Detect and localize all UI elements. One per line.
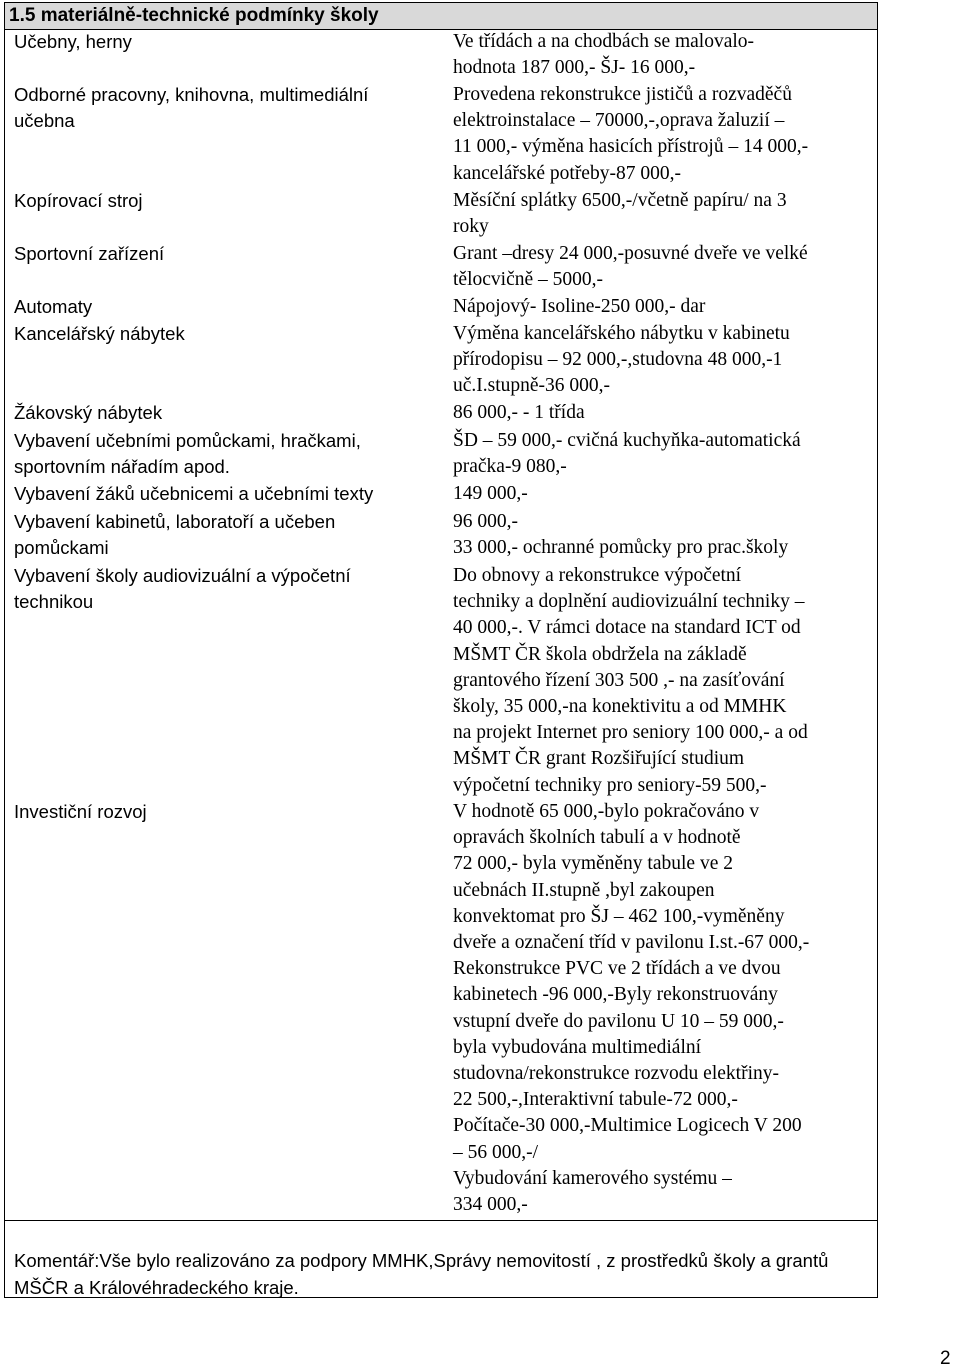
row-value-vybaveni-kabinetu: 96 000,- 33 000,- ochranné pomůcky pro prac.školy (453, 511, 789, 559)
row-label-ucebny: Učebny, herny (14, 31, 132, 52)
row-value-vybaveni-ucebnicemi: 149 000,- (453, 483, 528, 504)
row-label-vybaveni-pomuckami: Vybavení učebními pomůckami, hračkami, sportovním nářadím apod. (14, 430, 361, 478)
comment-text: Komentář:Vše bylo realizováno za podpory MMHK,Správy nemovitostí , z prostředků školy a grantů MŠČR a Královéhradeckého kraje. (14, 1250, 829, 1298)
row-value-vybaveni-pomuckami: ŠD – 59 000,- cvičná kuchyňka-automatická pračka-9 080,- (453, 430, 801, 478)
row-label-odborne-pracovny: Odborné pracovny, knihovna, multimediální učebna (14, 84, 369, 132)
table-bottom-border (5, 1220, 877, 1221)
section-title: 1.5 materiálně-technické podmínky školy (9, 5, 379, 26)
row-value-automaty: Nápojový- Isoline-250 000,- dar (453, 296, 706, 317)
row-label-zakovsky-nabytek: Žákovský nábytek (14, 402, 163, 423)
row-value-sportovni-zarizeni: Grant –dresy 24 000,-posuvné dveře ve velké tělocvičně – 5000,- (453, 243, 808, 291)
row-label-automaty: Automaty (14, 296, 93, 317)
section-header (5, 3, 877, 30)
row-value-ucebny: Ve třídách a na chodbách se malovalo- hodnota 187 000,- ŠJ- 16 000,- (453, 31, 755, 79)
row-value-audiovizualni-technika: Do obnovy a rekonstrukce výpočetní techniky a doplnění audiovizuální techniky – 40 000,-. V rámci dotace na standard ICT od MŠMT ČR škola obdržela na základě grantového řízení 303 500 ,- na zasíťování školy, 35 000,-na konektivitu a od MMHK na projekt Internet pro seniory 100 000,- a od MŠMT ČR grant Rozšiřující studium výpočetní techniky pro seniory-59 500,- (453, 565, 808, 796)
row-value-odborne-pracovny: Provedena rekonstrukce jističů a rozvaděčů elektroinstalace – 70000,-,oprava žaluzií – 11 000,- výměna hasicích přístrojů – 14 000,- kancelářské potřeby-87 000,- (453, 84, 809, 184)
page-number: 2 (940, 1348, 951, 1369)
row-label-audiovizualni-technika: Vybavení školy audiovizuální a výpočetní technikou (14, 565, 351, 613)
row-value-zakovsky-nabytek: 86 000,- - 1 třída (453, 402, 585, 423)
row-value-kancelarsky-nabytek: Výměna kancelářského nábytku v kabinetu přírodopisu – 92 000,-,studovna 48 000,-1 uč.I.stupně-36 000,- (453, 323, 790, 397)
row-value-investicni-rozvoj: V hodnotě 65 000,-bylo pokračováno v opravách školních tabulí a v hodnotě 72 000,- byla vyměněny tabule ve 2 učebnách II.stupně ,byl zakoupen konvektomat pro ŠJ – 462 100,-vyměněny dveře a označení tříd v pavilonu I.st.-67 000,- Rekonstrukce PVC ve 2 třídách a ve dvou kabinetech -96 000,-Byly rekonstruovány vstupní dveře do pavilonu U 10 – 59 000,- byla vybudována multimediální studovna/rekonstrukce rozvodu elektřiny- 22 500,-,Interaktivní tabule-72 000,- Počítače-30 000,-Multimice Logicech V 200 – 56 000,-/ Vybudování kamerového systému – 334 000,- (453, 801, 810, 1216)
row-label-investicni-rozvoj: Investiční rozvoj (14, 801, 147, 822)
row-label-vybaveni-ucebnicemi: Vybavení žáků učebnicemi a učebními texty (14, 483, 374, 504)
row-label-vybaveni-kabinetu: Vybavení kabinetů, laboratoří a učeben pomůckami (14, 511, 336, 559)
row-value-kopirovaci-stroj: Měsíční splátky 6500,-/včetně papíru/ na 3 roky (453, 190, 787, 238)
row-label-kopirovaci-stroj: Kopírovací stroj (14, 190, 143, 211)
row-label-sportovni-zarizeni: Sportovní zařízení (14, 243, 165, 264)
row-label-kancelarsky-nabytek: Kancelářský nábytek (14, 323, 185, 344)
